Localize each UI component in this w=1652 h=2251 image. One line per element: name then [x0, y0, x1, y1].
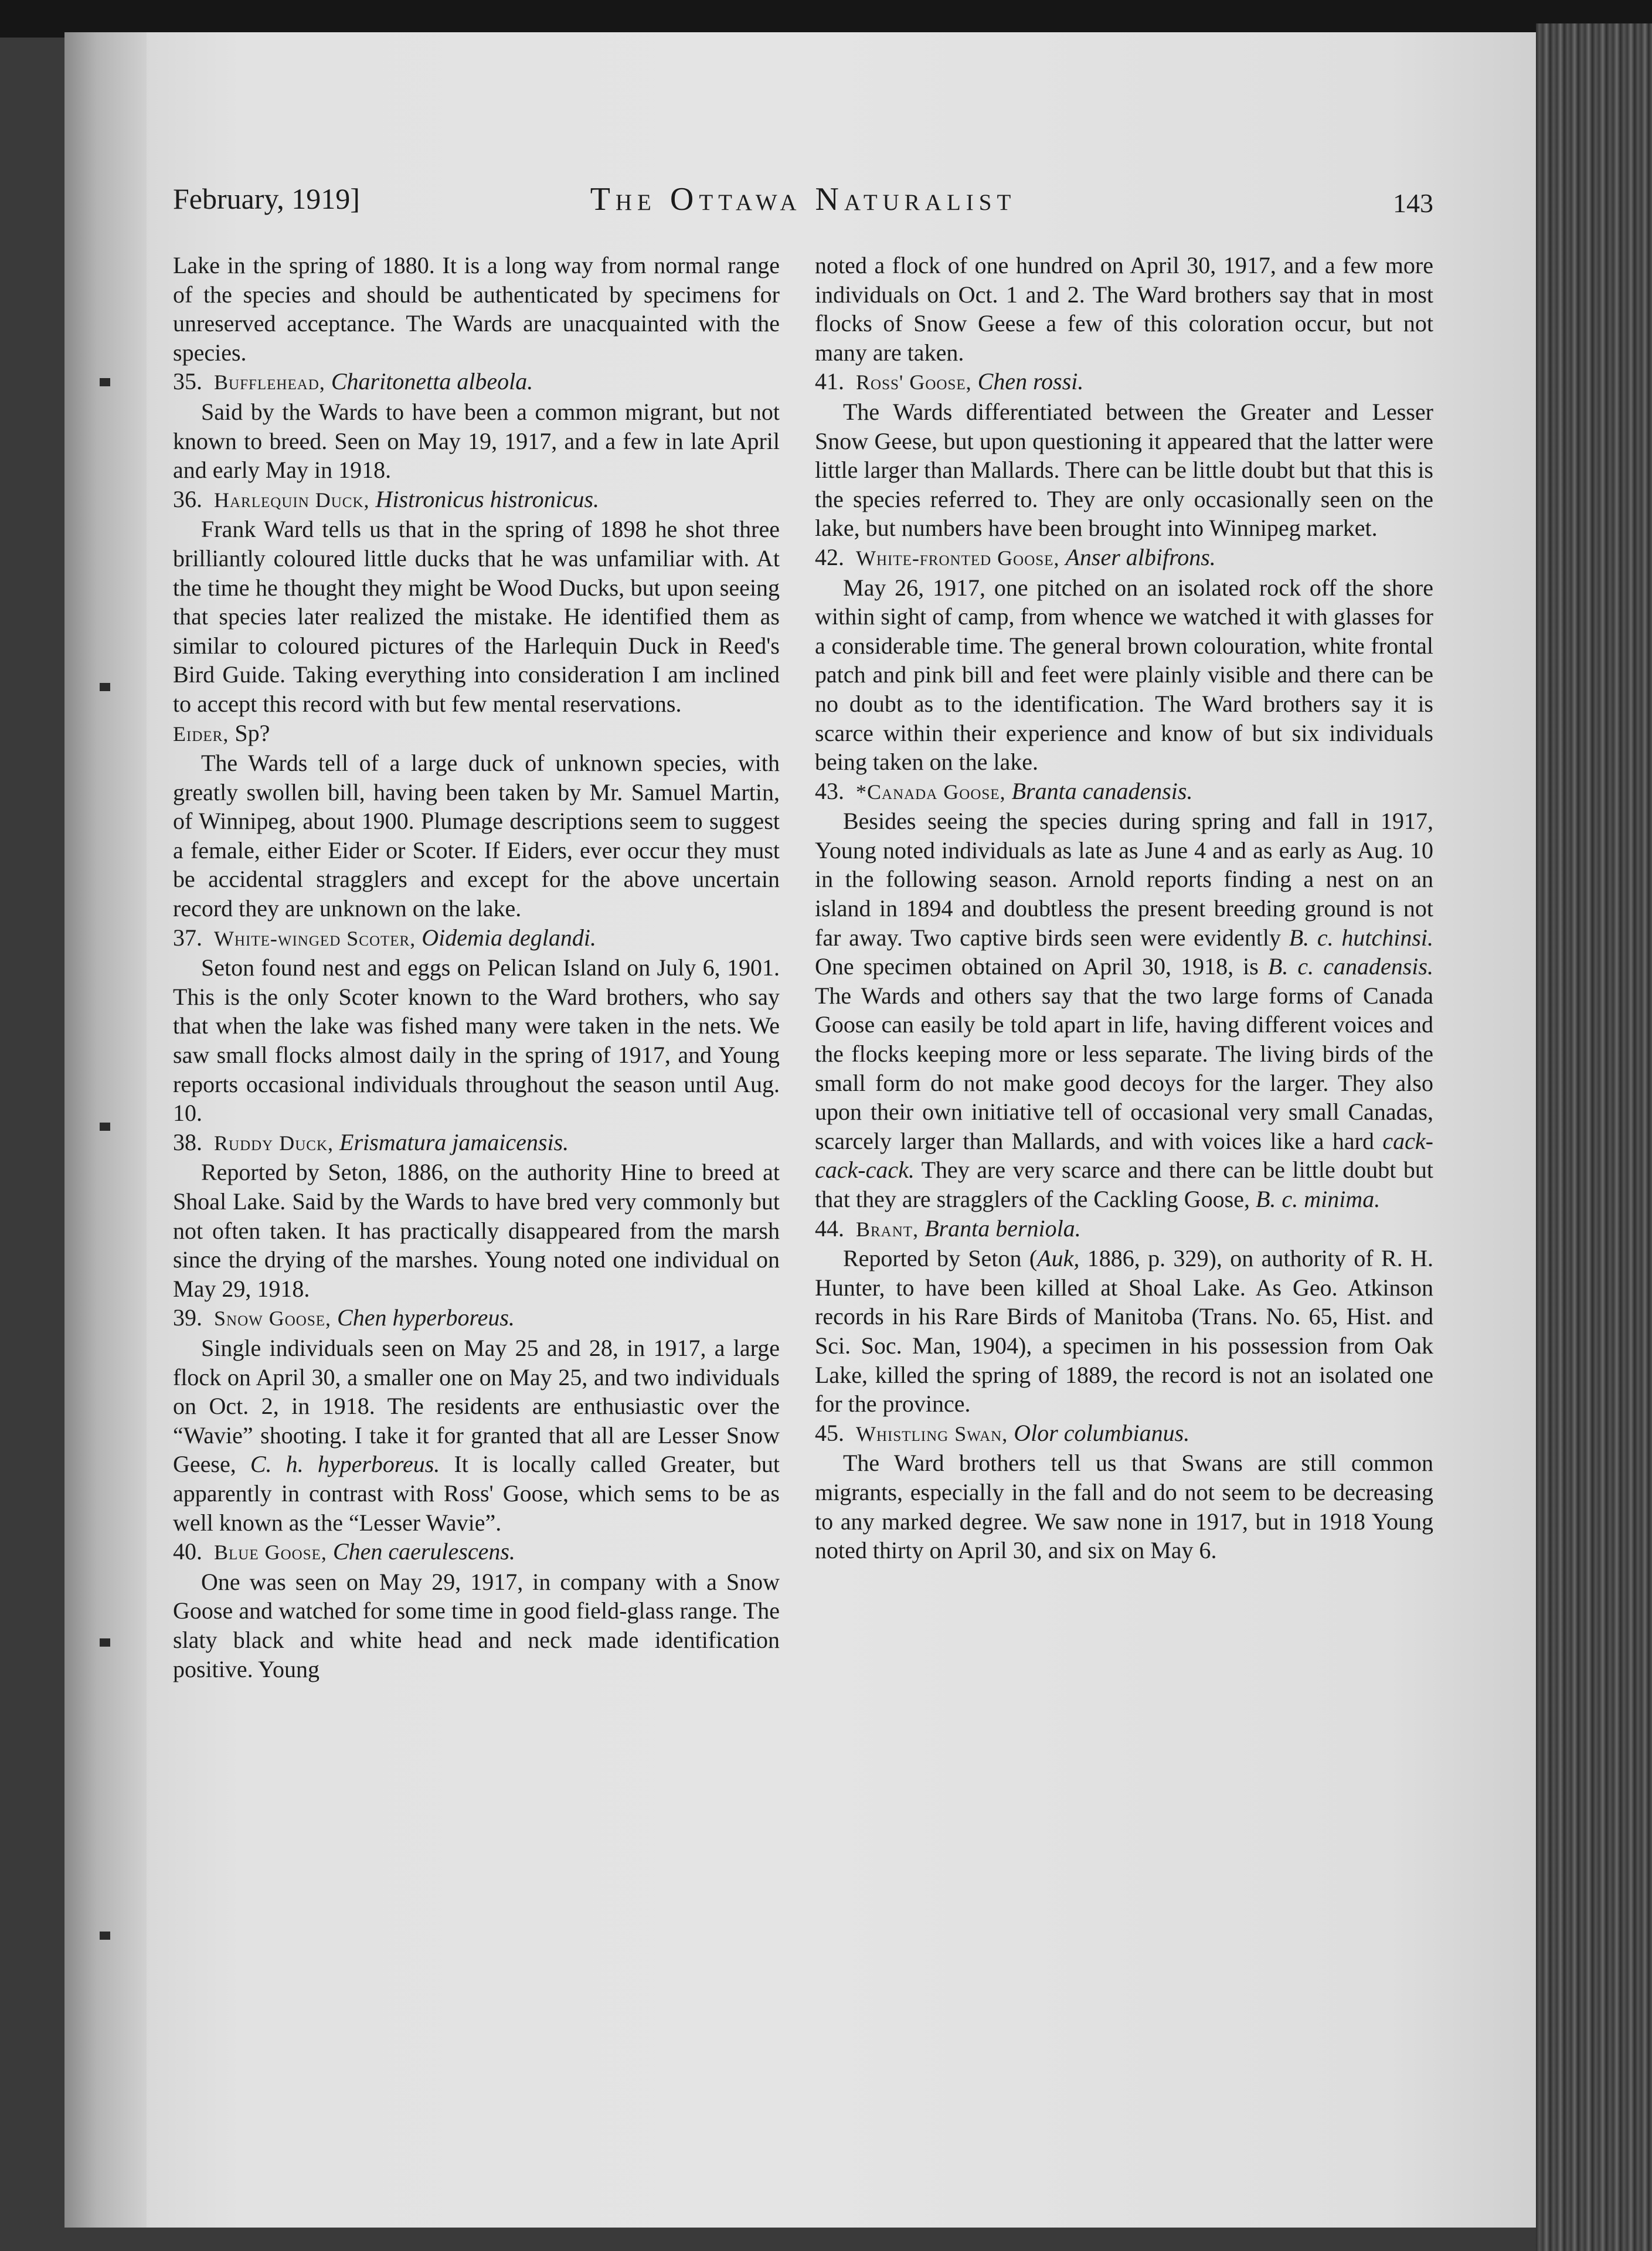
species-heading-41 — [815, 367, 1433, 397]
common-name: White-fronted Goose, — [856, 546, 1060, 570]
scientific-name: Branta canadensis. — [1011, 777, 1193, 804]
text-run: It is locally called Greater, but apparently in contrast with Ross' Goose, which sems to be as well known as the “Lesser Wavie”. — [173, 1451, 780, 1536]
paragraph — [815, 1244, 1433, 1419]
page-gutter — [64, 32, 147, 2228]
text-run: Reported by Seton ( — [843, 1245, 1038, 1272]
scientific-name: Histronicus histronicus. — [375, 485, 600, 512]
species-heading-35 — [173, 367, 780, 397]
paragraph: One was seen on May 29, 1917, in company with a Snow Goose and watched for some time in good field-glass range. The slaty black and white head and neck made identification positive. Young — [173, 1568, 780, 1682]
common-name: Bufflehead, — [214, 370, 325, 395]
common-name: *Canada Goose, — [856, 780, 1006, 804]
scientific-name: B. c. canadensis. — [1267, 953, 1433, 980]
common-name: Whistling Swan, — [856, 1422, 1008, 1446]
species-number: 43. — [815, 777, 844, 804]
paragraph: The Ward brothers tell us that Swans are still common migrants, especially in the fall and do not seem to be decreasing to any marked degree. We saw none in 1917, but in 1918 Young noted thirty on April 30, and six on May 6. — [815, 1450, 1433, 1564]
scientific-name: Olor columbianus. — [1014, 1419, 1190, 1446]
left-column — [173, 251, 780, 2103]
paragraph: Frank Ward tells us that in the spring of 1898 he shot three brilliantly coloured little ducks that he was unfamiliar with. At the time he thought they might be Wood Ducks, but upon seeing that species later realized the mistake. He identified them as similar to coloured pictures of the Harlequin Duck in Reed's Bird Guide. Taking everything into consideration I am inclined to accept this record with but few mental reservations. — [173, 516, 780, 717]
common-name: Blue Goose, — [214, 1541, 327, 1565]
paragraph: Reported by Seton, 1886, on the authority Hine to breed at Shoal Lake. Said by the Wards to have bred very commonly but not often taken. It has practically disappeared from the marsh since the drying of the marshes. Young noted one individual on May 29, 1918. — [173, 1159, 780, 1302]
call-text: cack-cack-cack. — [815, 1127, 1433, 1184]
species-number: 37. — [173, 924, 202, 951]
gutter-mark — [100, 1123, 110, 1131]
paragraph: The Wards tell of a large duck of unknown species, with greatly swollen bill, having been taken by Mr. Samuel Martin, of Winnipeg, about 1900. Plumage descriptions seem to suggest a female, either Eider or Scoter. If Eiders, ever occur they must be accidental stragglers and except for the above uncertain record they are unknown on the lake. — [173, 750, 780, 922]
paragraph: Seton found nest and eggs on Pelican Island on July 6, 1901. This is the only Scoter known to the Ward brothers, who say that when the lake was fished many were taken in the nets. We saw small flocks almost daily in the spring of 1917, and Young reports occasional individuals throughout the season until Aug. 10. — [173, 954, 780, 1127]
text-run: 1886, p. 329), on authority of R. H. Hunter, to have been killed at Shoal Lake. As Geo. Atkinson records in his Rare Birds of Manitoba (Trans. No. 65, Hist. and Sci. Soc. Man, 1904), a specimen in his possession from Oak Lake, killed the spring of 1889, the record is not an isolated one for the province. — [815, 1245, 1433, 1417]
gutter-mark — [100, 1932, 110, 1940]
paragraph: Lake in the spring of 1880. It is a long way from normal range of the species and should be authenticated by specimens for unreserved acceptance. The Wards are unacquainted with the species. — [173, 252, 780, 366]
species-heading-40 — [173, 1537, 780, 1567]
book-spine-edge — [1536, 23, 1652, 2251]
species-heading-37 — [173, 923, 780, 954]
scientific-name: Chen rossi. — [977, 368, 1084, 395]
text-run: The Wards and others say that the two large forms of Canada Goose can easily be told apart in life, having different voices and the flocks keeping more or less separate. The living birds of the small form do not make good decoys for the larger. They also upon their own initiative tell of occasional very small Canadas, scarcely larger than Mallards, and with voices like a hard — [815, 982, 1433, 1154]
species-number: 40. — [173, 1538, 202, 1565]
common-name: White-winged Scoter, — [214, 926, 416, 950]
scientific-name: Charitonetta albeola. — [331, 368, 533, 395]
common-name: Brant, — [856, 1217, 919, 1241]
species-heading-39 — [173, 1303, 780, 1334]
paragraph: Said by the Wards to have been a common migrant, but not known to breed. Seen on May 19, 1917, and a few in late April and early May in 1918. — [173, 398, 780, 484]
species-heading-38 — [173, 1128, 780, 1158]
gutter-mark — [100, 378, 110, 386]
species-number: 45. — [815, 1419, 844, 1446]
common-name: Ruddy Duck, — [214, 1131, 334, 1155]
species-heading-43 — [815, 777, 1433, 807]
species-number: 42. — [815, 543, 844, 570]
species-number: 39. — [173, 1304, 202, 1331]
paragraph: The Wards differentiated between the Greater and Lesser Snow Geese, but upon questioning it appeared that the latter were little larger than Mallards. There can be little doubt but that this is the species referred to. They are only occasionally seen on the lake, but numbers have been brought into Winnipeg market. — [815, 398, 1433, 542]
species-heading-eider — [173, 719, 780, 749]
issue-date: February, 1919] — [173, 182, 360, 215]
scientific-name: B. c. minima. — [1256, 1186, 1381, 1212]
scientific-name: Chen hyperboreus. — [337, 1304, 515, 1331]
species-heading-44 — [815, 1214, 1433, 1244]
text-run: They are very scarce and there can be little doubt but that they are stragglers of the Cackling Goose, — [815, 1157, 1433, 1212]
scientific-name: Oidemia deglandi. — [422, 924, 596, 951]
paragraph — [815, 807, 1433, 1213]
species-number: 41. — [815, 368, 844, 395]
text-run: Single individuals seen on May 25 and 28, in 1917, a large flock on April 30, a smaller one on May 25, and two individuals on Oct. 2, in 1918. The residents are enthusiastic over the “Wavie” shooting. I take it for granted that all are Lesser Snow Geese, — [173, 1334, 780, 1478]
species-heading-36 — [173, 485, 780, 515]
page-number: 143 — [1393, 188, 1433, 218]
species-number: 44. — [815, 1215, 844, 1242]
common-name: Harlequin Duck, — [214, 488, 370, 512]
paragraph — [173, 1334, 780, 1537]
text-run: One specimen obtained on April 30, 1918, is — [815, 953, 1259, 980]
scientific-name: C. h. hyperboreus. — [250, 1451, 440, 1478]
scientific-name: Anser albifrons. — [1065, 543, 1216, 570]
paragraph: May 26, 1917, one pitched on an isolated rock off the shore within sight of camp, from whence we watched it with glasses for a considerable time. The general brown colouration, white frontal patch and pink bill and feet were plainly visible and there can be no doubt as to the identification. The Ward brothers say it is scarce within their experience and know of but six individuals being taken on the lake. — [815, 574, 1433, 776]
common-name: Ross' Goose, — [856, 370, 972, 395]
species-number: 35. — [173, 368, 202, 395]
species-heading-45 — [815, 1419, 1433, 1449]
scientific-name: Chen caerulescens. — [332, 1538, 515, 1565]
gutter-mark — [100, 1638, 110, 1647]
journal-abbrev: Auk, — [1037, 1245, 1080, 1272]
species-qualifier: Sp? — [234, 719, 270, 746]
text-run: Besides seeing the species during spring and fall in 1917, Young noted individuals as late as June 4 and as early as Aug. 10 in the following season. Arnold reports finding a nest on an island in 1894 and doubtless the present breeding ground is not far away. Two captive birds seen were evidently — [815, 808, 1433, 951]
species-number: 36. — [173, 485, 202, 512]
paragraph: noted a flock of one hundred on April 30, 1917, and a few more individuals on Oct. 1 and 2. The Ward brothers say that in most flocks of Snow Geese a few of this coloration occur, but not many are taken. — [815, 252, 1433, 366]
scientific-name: Branta berniola. — [924, 1215, 1081, 1242]
scientific-name: Erismatura jamaicensis. — [339, 1128, 569, 1155]
right-column — [815, 251, 1433, 2103]
species-number: 38. — [173, 1128, 202, 1155]
running-head — [173, 176, 1433, 223]
journal-title: The Ottawa Naturalist — [590, 181, 1017, 217]
gutter-mark — [100, 683, 110, 691]
common-name: Eider, — [173, 722, 229, 746]
common-name: Snow Goose, — [214, 1307, 332, 1331]
species-heading-42 — [815, 543, 1433, 573]
scientific-name: B. c. hutchinsi. — [1289, 924, 1433, 951]
